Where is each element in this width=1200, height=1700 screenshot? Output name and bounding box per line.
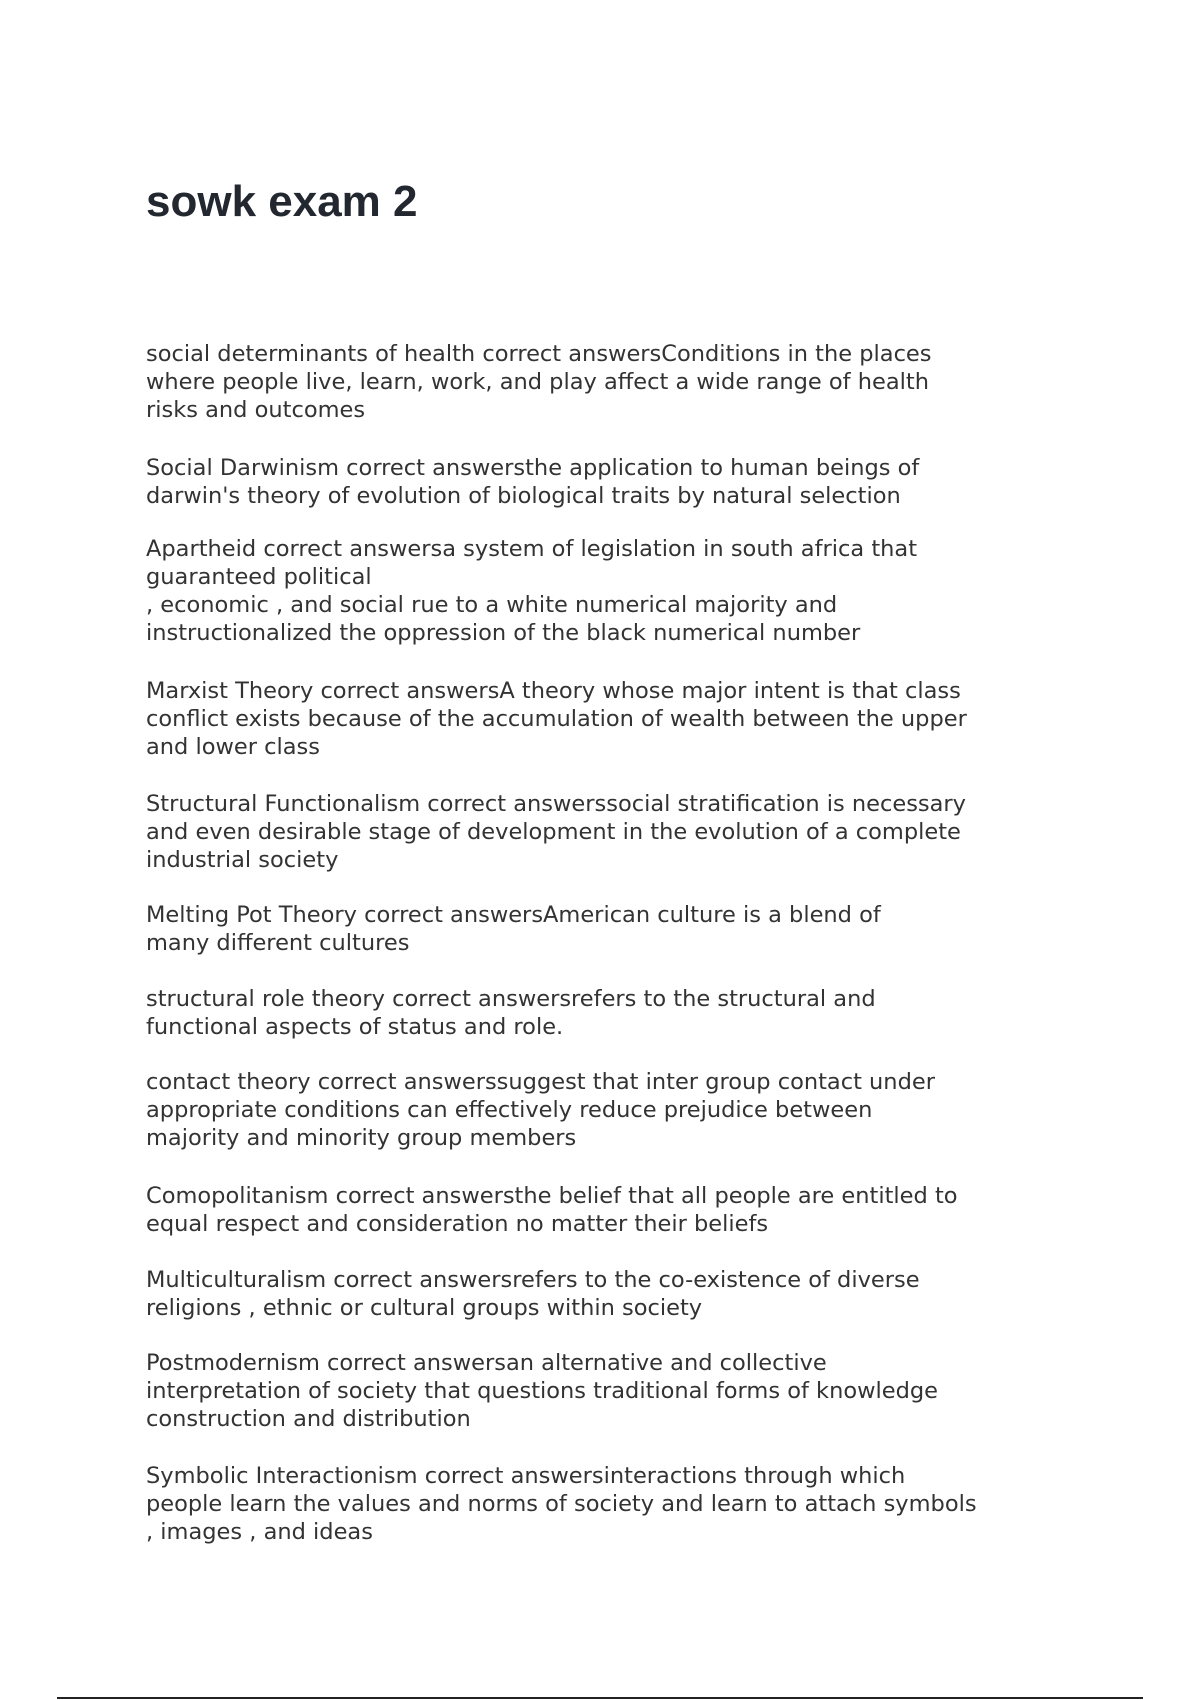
entry-line: religions , ethnic or cultural groups within society: [146, 1295, 703, 1321]
definition-entry: [146, 901, 1046, 957]
entry-line: functional aspects of status and role.: [146, 1014, 564, 1040]
entry-line: guaranteed political: [146, 564, 372, 590]
entry-line: risks and outcomes: [146, 397, 366, 423]
entry-line: Postmodernism correct answersan alternative and collective: [146, 1350, 827, 1376]
definition-entry: [146, 535, 1046, 647]
entry-line: equal respect and consideration no matter their beliefs: [146, 1211, 769, 1237]
entry-line: and even desirable stage of development in the evolution of a complete: [146, 819, 961, 845]
entry-line: Multiculturalism correct answersrefers to the co-existence of diverse: [146, 1267, 920, 1293]
entry-line: Apartheid correct answersa system of legislation in south africa that: [146, 536, 918, 562]
entry-line: industrial society: [146, 847, 339, 873]
entry-line: many different cultures: [146, 930, 410, 956]
document-title: sowk exam 2: [146, 177, 418, 226]
entry-line: Structural Functionalism correct answerssocial stratification is necessary: [146, 791, 966, 817]
entry-line: social determinants of health correct answersConditions in the places: [146, 341, 932, 367]
definition-entry: [146, 985, 1046, 1041]
entry-line: Social Darwinism correct answersthe application to human beings of: [146, 455, 920, 481]
definition-entry: [146, 1349, 1046, 1433]
entry-line: , images , and ideas: [146, 1519, 373, 1545]
entry-line: people learn the values and norms of society and learn to attach symbols: [146, 1491, 977, 1517]
entry-line: , economic , and social rue to a white numerical majority and: [146, 592, 838, 618]
definition-entry: [146, 1182, 1046, 1238]
definition-entry: [146, 1068, 1046, 1152]
definition-entry: [146, 1462, 1046, 1546]
entry-line: interpretation of society that questions traditional forms of knowledge: [146, 1378, 938, 1404]
entry-line: and lower class: [146, 734, 321, 760]
entry-line: Comopolitanism correct answersthe belief that all people are entitled to: [146, 1183, 958, 1209]
entry-line: where people live, learn, work, and play affect a wide range of health: [146, 369, 929, 395]
footer-divider: [57, 1697, 1143, 1699]
entry-line: majority and minority group members: [146, 1125, 577, 1151]
entry-line: appropriate conditions can effectively reduce prejudice between: [146, 1097, 873, 1123]
definition-entry: [146, 790, 1046, 874]
entry-line: construction and distribution: [146, 1406, 471, 1432]
entry-line: Symbolic Interactionism correct answersinteractions through which: [146, 1463, 906, 1489]
definition-entry: [146, 1266, 1046, 1322]
entry-line: Melting Pot Theory correct answersAmerican culture is a blend of: [146, 902, 881, 928]
entry-line: contact theory correct answerssuggest that inter group contact under: [146, 1069, 935, 1095]
definition-entry: [146, 677, 1046, 761]
entry-line: darwin's theory of evolution of biological traits by natural selection: [146, 483, 901, 509]
entry-line: conflict exists because of the accumulation of wealth between the upper: [146, 706, 967, 732]
entry-line: Marxist Theory correct answersA theory whose major intent is that class: [146, 678, 961, 704]
entry-line: structural role theory correct answersrefers to the structural and: [146, 986, 876, 1012]
definition-entry: [146, 454, 1046, 510]
definition-entry: [146, 340, 1046, 424]
entry-line: instructionalized the oppression of the black numerical number: [146, 620, 861, 646]
